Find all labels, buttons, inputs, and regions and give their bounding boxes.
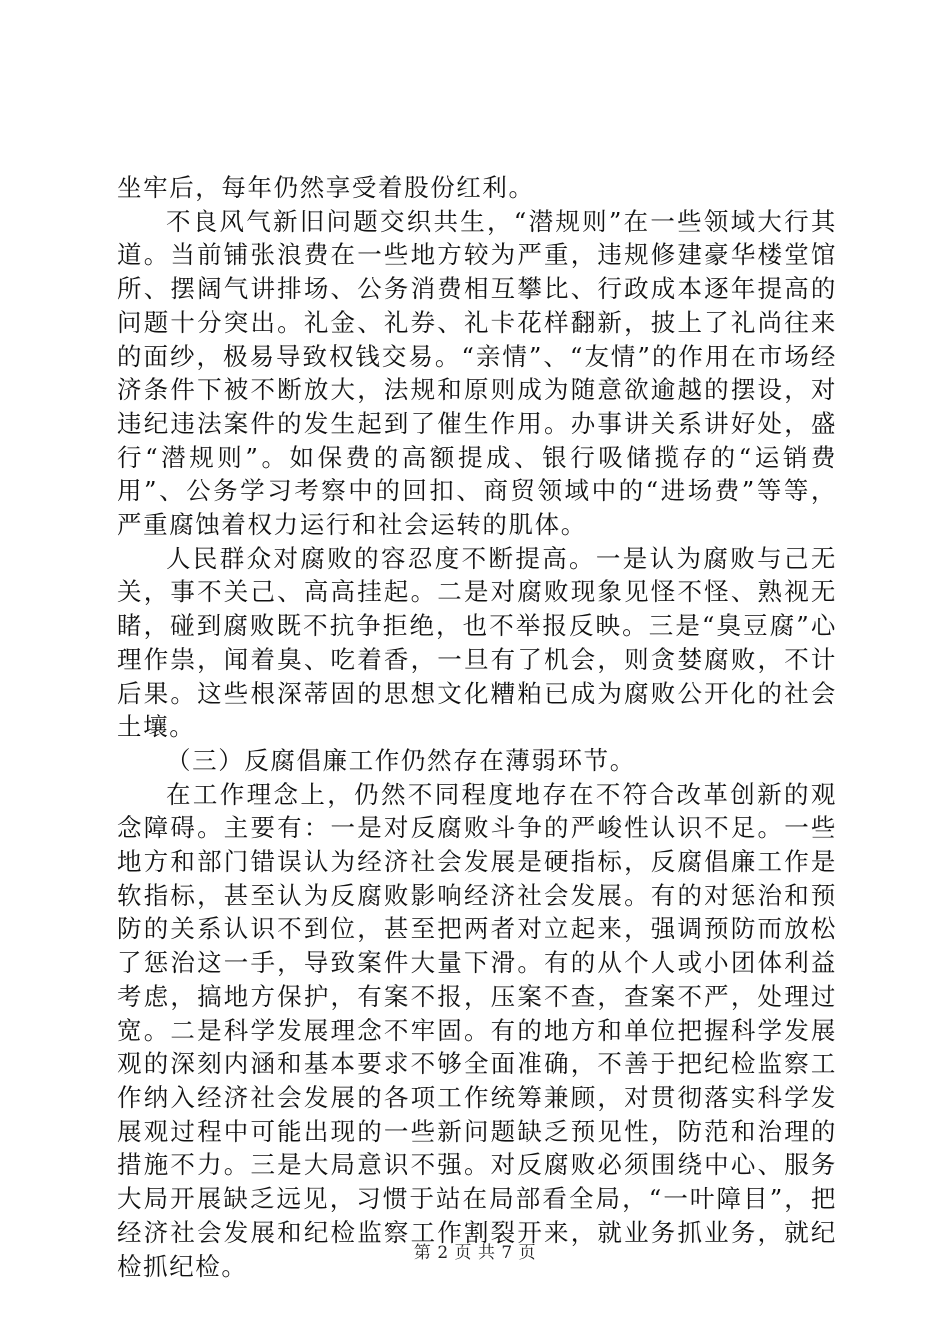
document-body [117,171,837,1283]
section-heading: （三）反腐倡廉工作仍然存在薄弱环节。 [166,745,636,775]
paragraph-2: 不良风气新旧问题交织共生，“潜规则”在一些领域大行其道。当前铺张浪费在一些地方较为严重，违规修建豪华楼堂馆所、摆阔气讲排场、公务消费相互攀比、行政成本逐年提高的问题十分突出。礼金、礼券、礼卡花样翻新，披上了礼尚往来的面纱，极易导致权钱交易。“亲情”、“友情”的作用在市场经济条件下被不断放大，法规和原则成为随意欲逾越的摆设，对违纪违法案件的发生起到了催生作用。办事讲关系讲好处，盛行“潜规则”。如保费的高额提成、银行吸储揽存的“运销费用”、公务学习考察中的回扣、商贸领域中的“进场费”等等，严重腐蚀着权力运行和社会运转的肌体。 [117,206,837,540]
page-number-footer: 第 2 页 共 7 页 [413,1243,537,1263]
paragraph-1: 坐牢后，每年仍然享受着股份红利。 [117,173,535,202]
paragraph-3: 人民群众对腐败的容忍度不断提高。一是认为腐败与己无关，事不关己、高高挂起。二是对腐败现象见怪不怪、熟视无睹，碰到腐败既不抗争拒绝，也不举报反映。三是“臭豆腐”心理作祟，闻着臭、吃着香，一旦有了机会，则贪婪腐败，不计后果。这些根深蒂固的思想文化糟粕已成为腐败公开化的社会土壤。 [117,543,837,742]
paragraph-5: 在工作理念上，仍然不同程度地存在不符合改革创新的观念障碍。主要有：一是对反腐败斗争的严峻性认识不足。一些地方和部门错误认为经济社会发展是硬指标，反腐倡廉工作是软指标，甚至认为反腐败影响经济社会发展。有的对惩治和预防的关系认识不到位，甚至把两者对立起来，强调预防而放松了惩治这一手，导致案件大量下滑。有的从个人或小团体利益考虑，搞地方保护，有案不报，压案不查，查案不严，处理过宽。二是科学发展理念不牢固。有的地方和单位把握科学发展观的深刻内涵和基本要求不够全面准确，不善于把纪检监察工作纳入经济社会发展的各项工作统筹兼顾，对贯彻落实科学发展观过程中可能出现的一些新问题缺乏预见性，防范和治理的措施不力。三是大局意识不强。对反腐败必须围绕中心、服务大局开展缺乏远见，习惯于站在局部看全局，“一叶障目”，把经济社会发展和纪检监察工作割裂开来，就业务抓业务，就纪检抓纪检。 [117,779,837,1281]
